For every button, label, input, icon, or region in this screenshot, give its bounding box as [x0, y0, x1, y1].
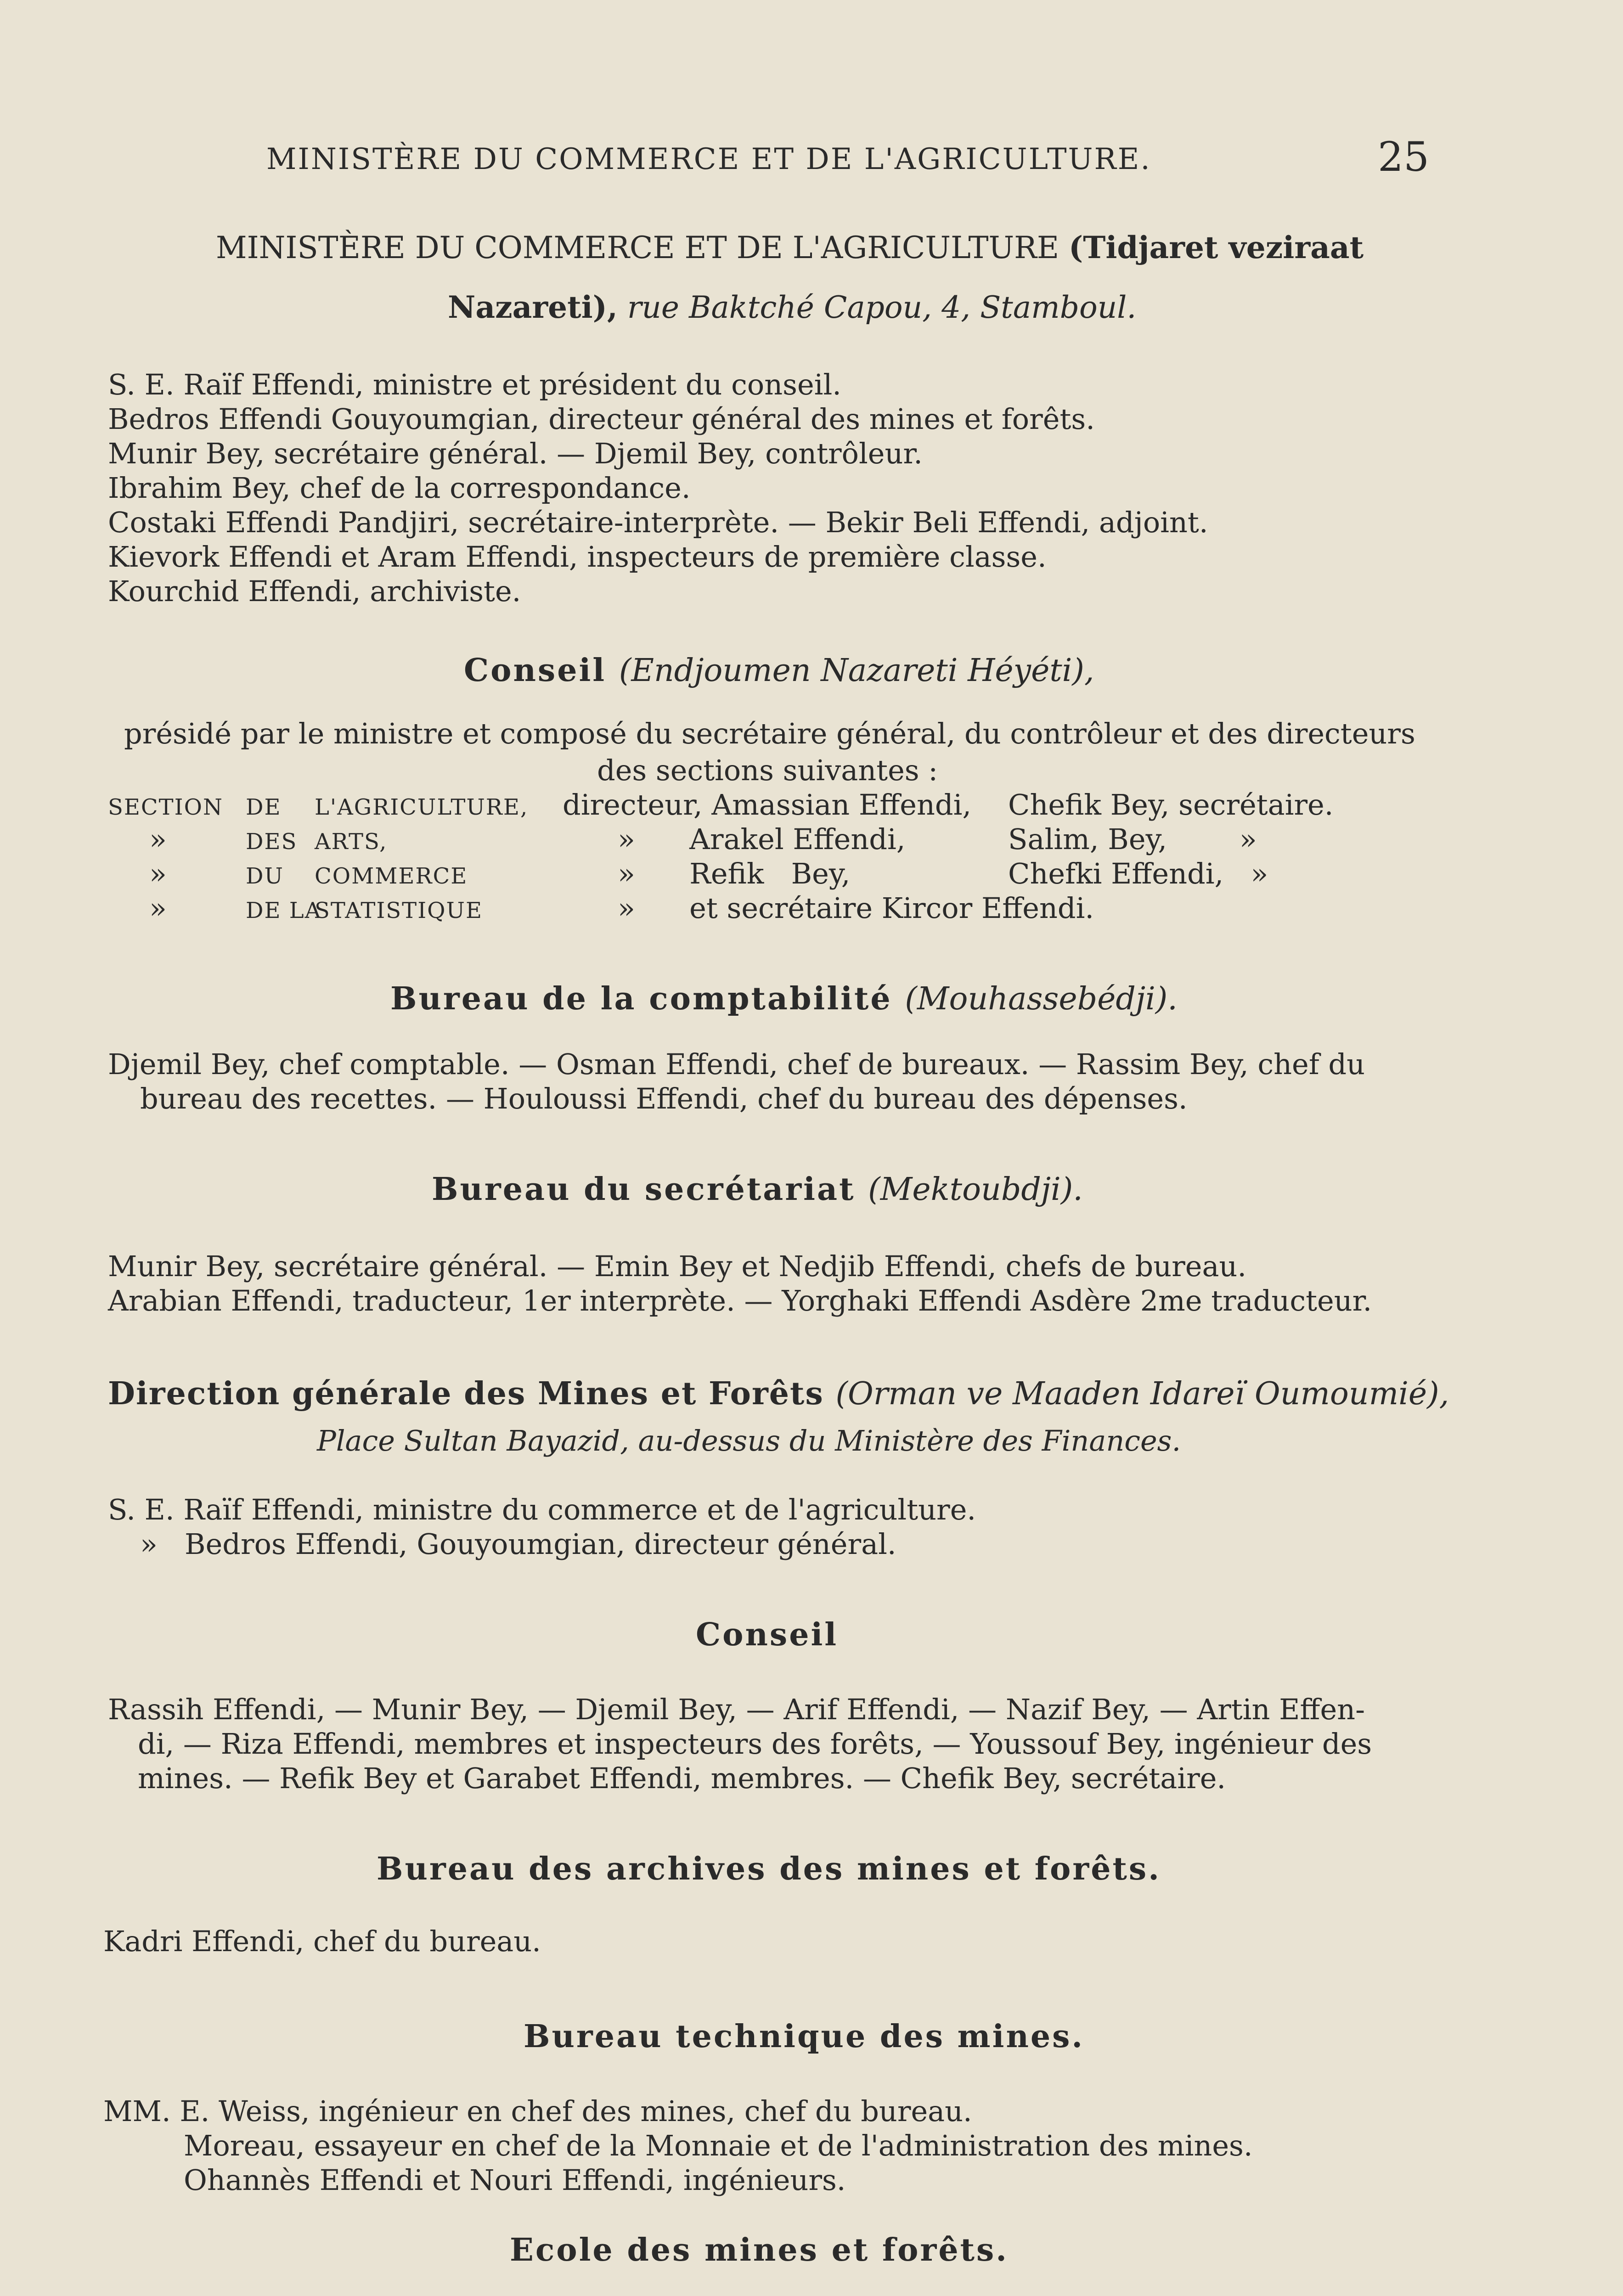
secretariat-line1: Munir Bey, secrétaire général. — Emin Bey et Nedjib Effendi, chefs de bureau. [108, 1249, 1247, 1283]
staff-line: Kievork Effendi et Aram Effendi, inspecteurs de première classe. [108, 540, 1047, 574]
conseil2-line3: mines. — Refik Bey et Garabet Effendi, membres. — Chefik Bey, secrétaire. [138, 1761, 1226, 1795]
staff-line: Costaki Effendi Pandjiri, secrétaire-interprète. — Bekir Beli Effendi, adjoint. [108, 506, 1208, 539]
section-row [108, 891, 1251, 928]
section-col1: » [149, 891, 167, 925]
direction-heading [108, 1375, 1449, 1412]
technique-line1: MM. E. Weiss, ingénieur en chef des mines, chef du bureau. [103, 2094, 972, 2128]
section-col4: directeur, Amassian Effendi, [563, 788, 972, 822]
ministry-title-line1 [216, 230, 1364, 265]
section-row [108, 788, 1333, 825]
conseil-heading-italic: (Endjoumen Nazareti Héyéti), [619, 653, 1094, 689]
section-col5: Salim, Bey, » [1008, 822, 1257, 856]
staff-line: Ibrahim Bey, chef de la correspondance. [108, 471, 691, 505]
staff-line: Bedros Effendi Gouyoumgian, directeur général des mines et forêts. [108, 402, 1095, 436]
section-col3: COMMERCE [315, 863, 468, 889]
section-col2: DU [246, 863, 284, 889]
section-col1: SECTION [108, 794, 223, 820]
ministry-title-line2 [448, 289, 1136, 325]
section-col1: » [149, 857, 167, 890]
technique-line2: Moreau, essayeur en chef de la Monnaie et de l'administration des mines. [184, 2129, 1253, 2162]
direction-heading-italic: (Orman ve Maaden Idareï Oumoumié), [835, 1376, 1449, 1412]
running-header: MINISTÈRE DU COMMERCE ET DE L'AGRICULTURE. [266, 142, 1151, 176]
conseil-intro-line1: présidé par le ministre et composé du secrétaire général, du contrôleur et des directeurs [124, 717, 1415, 750]
section-col3: STATISTIQUE [315, 898, 483, 923]
direction-line2: » Bedros Effendi, Gouyoumgian, directeur général. [140, 1527, 896, 1561]
section-col5: Chefki Effendi, » [1008, 857, 1268, 890]
section-col2: DES [246, 829, 298, 855]
staff-line: Munir Bey, secrétaire général. — Djemil Bey, contrôleur. [108, 437, 923, 470]
conseil2-heading: Conseil [696, 1616, 839, 1653]
secretariat-heading-italic: (Mektoubdji). [868, 1171, 1083, 1208]
secretariat-heading-text: Bureau du secrétariat [432, 1171, 856, 1208]
section-row [108, 822, 1257, 859]
direction-address: Place Sultan Bayazid, au-dessus du Ministère des Finances. [317, 1424, 1181, 1458]
comptabilite-heading [390, 980, 1178, 1017]
technique-heading: Bureau technique des mines. [524, 2018, 1085, 2055]
conseil2-line1: Rassih Effendi, — Munir Bey, — Djemil Bey, — Arif Effendi, — Nazif Bey, — Artin Effen- [108, 1693, 1365, 1726]
ministry-title-plain: MINISTÈRE DU COMMERCE ET DE L'AGRICULTURE [216, 230, 1059, 265]
ministry-title-bold: (Tidjaret veziraat [1069, 230, 1364, 265]
section-col3: ARTS, [315, 829, 388, 855]
section-col4: » Arakel Effendi, [618, 822, 906, 856]
section-col2: DE LA [246, 898, 322, 923]
technique-line3: Ohannès Effendi et Nouri Effendi, ingénieurs. [184, 2163, 846, 2197]
section-col3: L'AGRICULTURE, [315, 794, 529, 820]
section-col4: » Refik Bey, [618, 857, 851, 890]
comptabilite-heading-text: Bureau de la comptabilité [390, 980, 892, 1017]
section-row [108, 856, 1268, 894]
section-col1: » [149, 822, 167, 856]
comptabilite-line1: Djemil Bey, chef comptable. — Osman Effendi, chef de bureaux. — Rassim Bey, chef du [108, 1047, 1365, 1081]
comptabilite-line2: bureau des recettes. — Houloussi Effendi, chef du bureau des dépenses. [140, 1082, 1188, 1115]
conseil-intro-line2: des sections suivantes : [597, 754, 938, 787]
page-number: 25 [1378, 133, 1429, 180]
secretariat-heading [432, 1171, 1083, 1208]
section-col4: » et secrétaire Kircor Effendi. [618, 891, 1094, 925]
secretariat-line2: Arabian Effendi, traducteur, 1er interprète. — Yorghaki Effendi Asdère 2me traducteur. [108, 1284, 1372, 1317]
staff-line: S. E. Raïf Effendi, ministre et président du conseil. [108, 368, 842, 401]
section-col5: Chefik Bey, secrétaire. [1008, 788, 1334, 822]
ecole-heading: Ecole des mines et forêts. [510, 2232, 1009, 2268]
direction-heading-text: Direction générale des Mines et Forêts [108, 1375, 824, 1412]
ministry-title-bold-2: Nazareti), [448, 289, 618, 325]
section-col2: DE [246, 794, 282, 820]
ministry-address: rue Baktché Capou, 4, Stamboul. [627, 290, 1137, 325]
conseil2-line2: di, — Riza Effendi, membres et inspecteurs des forêts, — Youssouf Bey, ingénieur des [138, 1727, 1372, 1761]
archives-line1: Kadri Effendi, chef du bureau. [103, 1925, 541, 1958]
conseil-heading [464, 652, 1094, 689]
archives-heading: Bureau des archives des mines et forêts. [377, 1851, 1161, 1887]
direction-line1: S. E. Raïf Effendi, ministre du commerce et de l'agriculture. [108, 1493, 976, 1526]
ministry-staff-list [108, 367, 1208, 608]
conseil-heading-text: Conseil [464, 652, 607, 689]
comptabilite-heading-italic: (Mouhassebédji). [905, 981, 1178, 1017]
staff-line: Kourchid Effendi, archiviste. [108, 574, 521, 608]
